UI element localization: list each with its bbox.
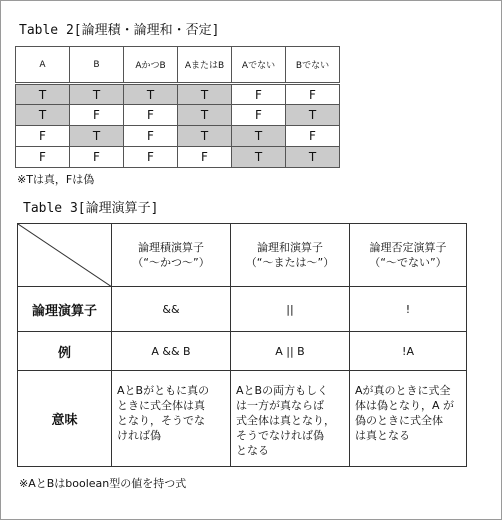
truth-table-row (16, 105, 340, 126)
column-header-and (112, 224, 231, 287)
example-row (18, 332, 467, 371)
truth-cell: F (124, 105, 178, 126)
meaning-line: は一方が真ならば (236, 399, 324, 412)
meaning-row (18, 371, 467, 467)
meaning-cell-or (231, 371, 350, 467)
column-header-reading: （“～かつ～”） (132, 256, 210, 269)
meaning-line: 偽のときに式全体 (355, 414, 443, 427)
column-header-name: 論理和演算子 (257, 241, 323, 254)
truth-cell: T (178, 126, 232, 147)
meaning-line: ければ偽 (117, 429, 161, 442)
header-cell-a: A (16, 47, 70, 84)
header-cell-not-a: Aでない (232, 47, 286, 84)
operator-cell: ! (350, 287, 467, 332)
diagonal-line (18, 224, 112, 287)
meaning-line: は真となる (355, 429, 410, 442)
truth-cell: T (16, 84, 70, 105)
column-header-not (350, 224, 467, 287)
truth-table-header-row (16, 47, 340, 84)
header-cell-or: AまたはB (178, 47, 232, 84)
column-header-reading: （“～または～”） (245, 256, 335, 269)
truth-cell: F (70, 105, 124, 126)
example-cell: A || B (231, 332, 350, 371)
operator-row (18, 287, 467, 332)
table3-note: ※AとBはboolean型の値を持つ式 (19, 477, 187, 490)
truth-table-row (16, 126, 340, 147)
column-header-or (231, 224, 350, 287)
truth-cell: F (232, 84, 286, 105)
meaning-cell-not (350, 371, 467, 467)
corner-cell (18, 224, 112, 287)
truth-cell: F (286, 84, 340, 105)
meaning-line: AとBがともに真の (117, 384, 210, 397)
truth-table (15, 46, 340, 168)
truth-cell: T (124, 84, 178, 105)
meaning-line: となる (236, 444, 269, 457)
header-cell-and: AかつB (124, 47, 178, 84)
truth-cell: T (232, 147, 286, 168)
table2-title: Table 2[論理積・論理和・否定] (19, 23, 220, 38)
truth-cell: T (286, 147, 340, 168)
row-header-example: 例 (18, 332, 112, 371)
truth-cell: F (70, 147, 124, 168)
meaning-line: 体は偽となり，A が (355, 399, 455, 412)
truth-cell: T (70, 84, 124, 105)
truth-cell: F (232, 105, 286, 126)
truth-cell: F (124, 147, 178, 168)
truth-cell: T (70, 126, 124, 147)
header-cell-b: B (70, 47, 124, 84)
truth-table-row (16, 84, 340, 105)
column-header-name: 論理否定演算子 (369, 241, 447, 254)
operator-table-header-row (18, 224, 467, 287)
truth-cell: F (286, 126, 340, 147)
example-cell: !A (350, 332, 467, 371)
meaning-line: AとBの両方もしく (236, 384, 329, 397)
truth-cell: F (16, 147, 70, 168)
operator-cell: && (112, 287, 231, 332)
truth-cell: T (178, 84, 232, 105)
row-header-meaning: 意味 (18, 371, 112, 467)
meaning-line: ときに式全体は真 (117, 399, 205, 412)
meaning-line: Aが真のときに式全 (355, 384, 451, 397)
meaning-line: となり，そうでな (117, 414, 205, 427)
row-header-operator: 論理演算子 (18, 287, 112, 332)
operator-cell: || (231, 287, 350, 332)
table3-title: Table 3[論理演算子] (23, 201, 159, 216)
truth-cell: F (124, 126, 178, 147)
truth-cell: T (286, 105, 340, 126)
truth-cell: F (16, 126, 70, 147)
example-cell: A && B (112, 332, 231, 371)
truth-cell: T (16, 105, 70, 126)
truth-cell: T (178, 105, 232, 126)
truth-cell: T (232, 126, 286, 147)
truth-table-row (16, 147, 340, 168)
header-cell-not-b: Bでない (286, 47, 340, 84)
table2-note: ※Tは真，Fは偽 (17, 173, 95, 186)
meaning-cell-and (112, 371, 231, 467)
column-header-name: 論理積演算子 (138, 241, 204, 254)
column-header-reading: （“～でない”） (369, 256, 447, 269)
meaning-line: そうでなければ偽 (236, 429, 324, 442)
truth-cell: F (178, 147, 232, 168)
meaning-line: 式全体は真となり， (236, 414, 335, 427)
operator-table (17, 223, 467, 467)
